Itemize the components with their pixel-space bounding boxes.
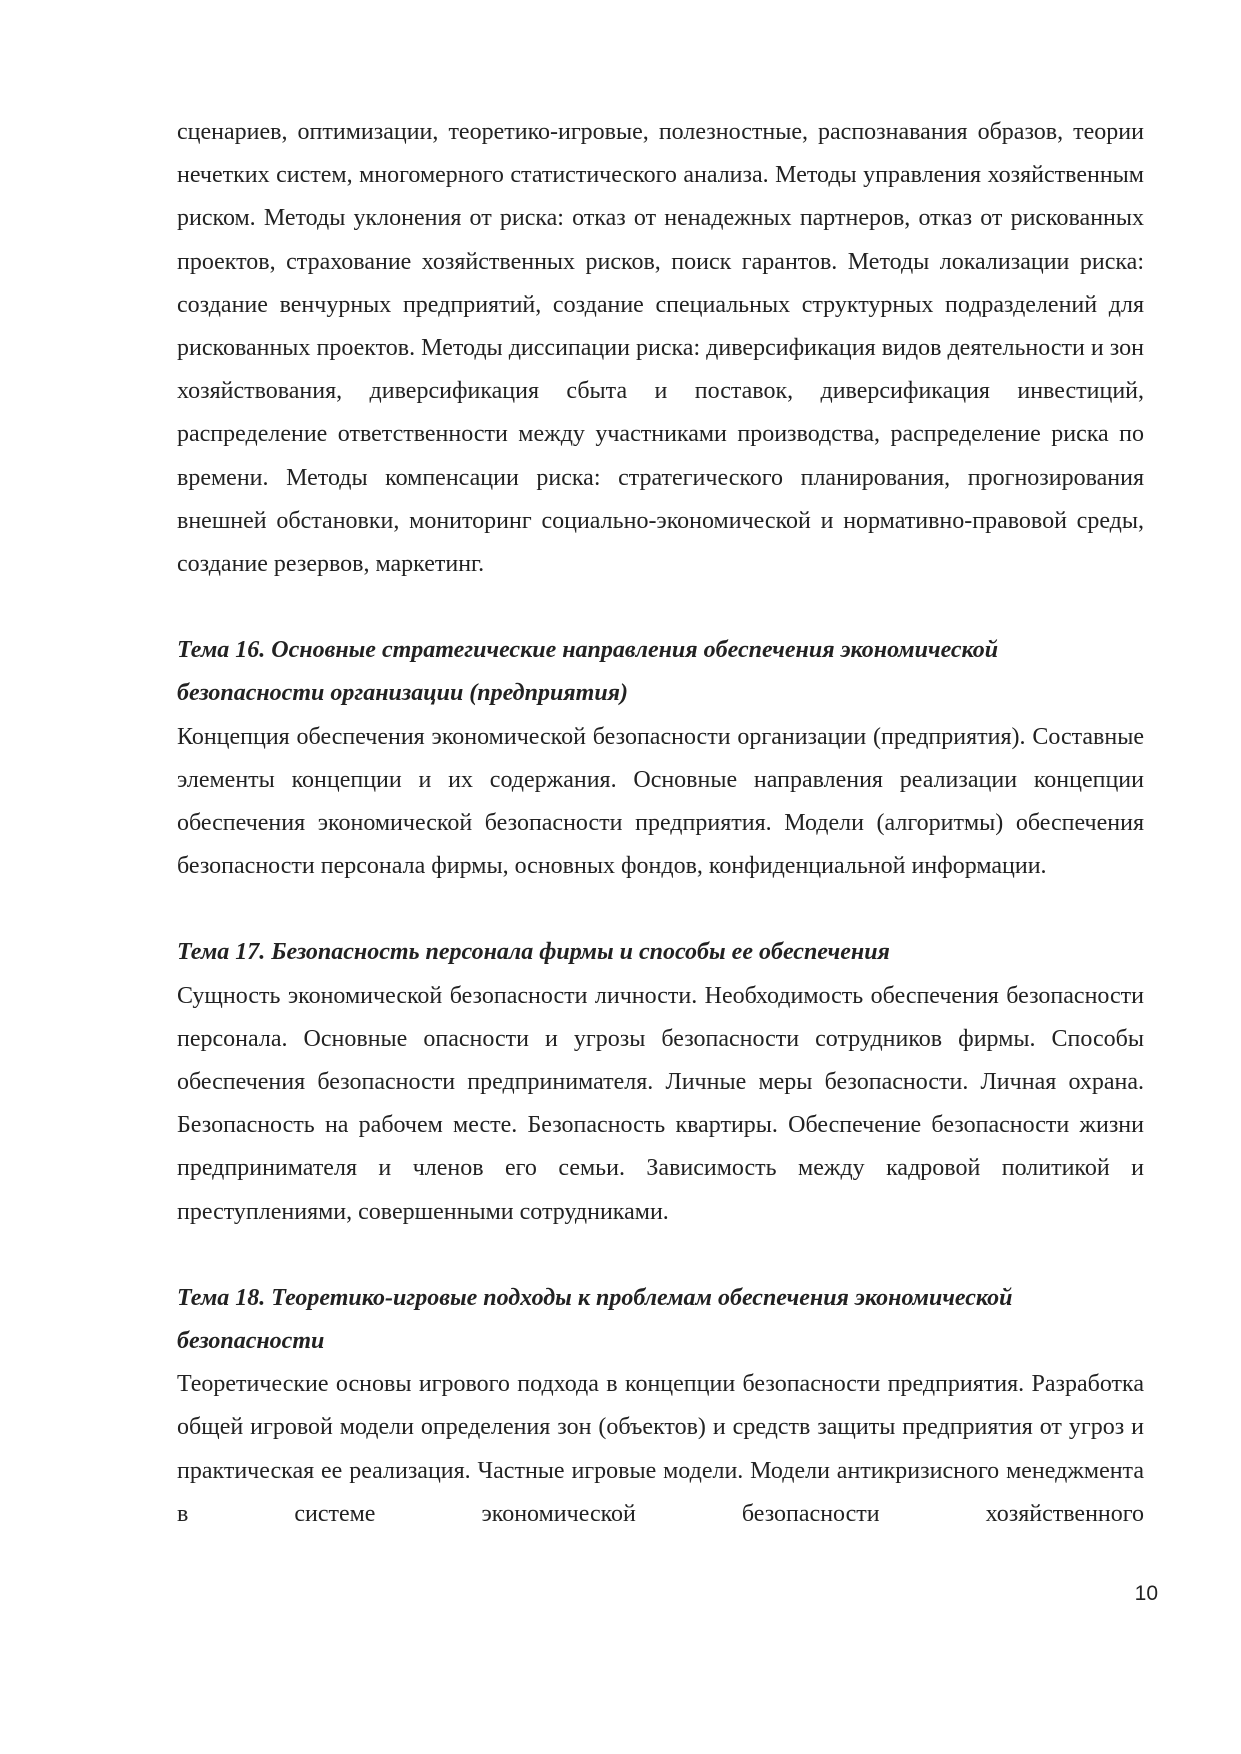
- section-heading-17: Тема 17. Безопасность персонала фирмы и способы ее обеспечения: [177, 939, 890, 966]
- section-body-17: Сущность экономической безопасности личности. Необходимость обеспечения безопасности персонала. Основные опасности и угрозы безопасности сотрудников фирмы. Способы обеспечения безопасности предпринимателя. Личные меры безопасности. Личная охрана. Безопасность на рабочем месте. Безопасность квартиры. Обеспечение безопасности жизни предпринимателя и членов его семьи. Зависимость между кадровой политикой и преступлениями, совершенными сотрудниками.: [177, 982, 1144, 1225]
- page-number: 10: [1134, 1582, 1158, 1605]
- section-body-16: Концепция обеспечения экономической безопасности организации (предприятия). Составные элементы концепции и их содержания. Основные направления реализации концепции обеспечения экономической безопасности предприятия. Модели (алгоритмы) обеспечения безопасности персонала фирмы, основных фондов, конфиденциальной информации.: [177, 723, 1144, 880]
- section-gap: [177, 888, 1144, 931]
- section-gap: [177, 1234, 1144, 1277]
- section-gap: [177, 586, 1144, 629]
- section-heading-16: Тема 16. Основные стратегические направления обеспечения экономической безопасности организации (предприятия): [177, 637, 999, 707]
- page-content: [177, 111, 1144, 1536]
- section-body-18: Теоретические основы игрового подхода в концепции безопасности предприятия. Разработка общей игровой модели определения зон (объектов) и средств защиты предприятия от угроз и практическая ее реализация. Частные игровые модели. Модели антикризисного менеджмента в системе экономической безопасности хозяйственного: [177, 1371, 1144, 1527]
- section-heading-18: Тема 18. Теоретико-игровые подходы к проблемам обеспечения экономической безопасности: [177, 1284, 1013, 1355]
- intro-paragraph: сценариев, оптимизации, теоретико-игровые, полезностные, распознавания образов, теории нечетких систем, многомерного статистического анализа. Методы управления хозяйственным риском. Методы уклонения от риска: отказ от ненадежных партнеров, отказ от рискованных проектов, страхование хозяйственных рисков, поиск гарантов. Методы локализации риска: создание венчурных предприятий, создание специальных структурных подразделений для рискованных проектов. Методы диссипации риска: диверсификация видов деятельности и зон хозяйствования, диверсификация сбыта и поставок, диверсификация инвестиций, распределение ответственности между участниками производства, распределение риска по времени. Методы компенсации риска: стратегического планирования, прогнозирования внешней обстановки, мониторинг социально-экономической и нормативно-правовой среды, создание резервов, маркетинг.: [177, 119, 1144, 578]
